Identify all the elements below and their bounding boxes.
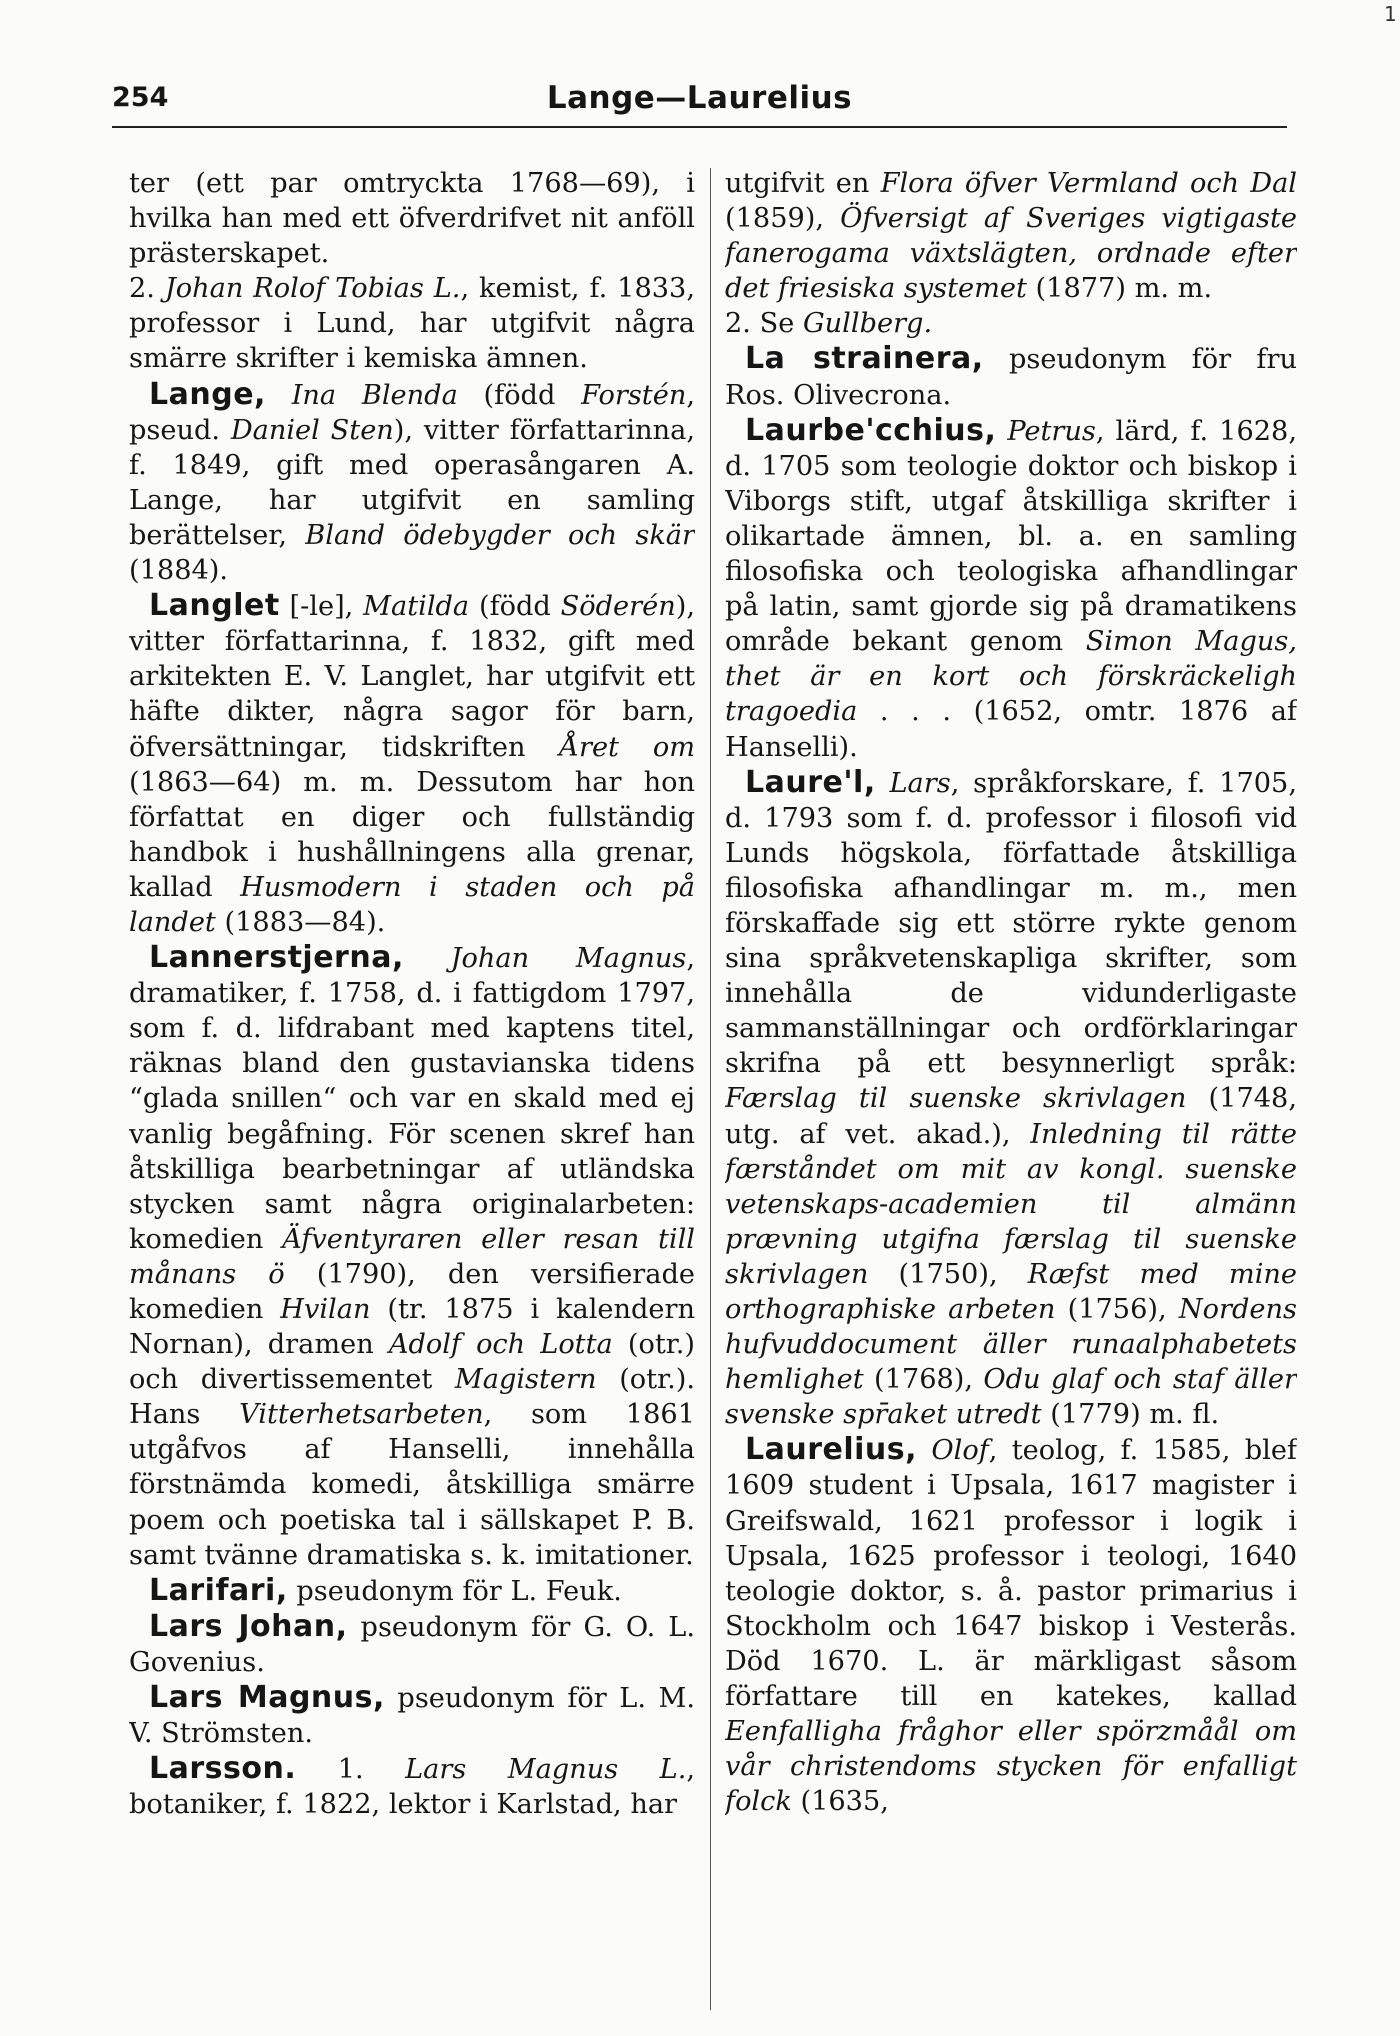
italic-text: Olof: [931, 1435, 989, 1467]
entry-text: [996, 416, 1007, 447]
entry-headword: Lannerstjerna,: [149, 940, 404, 976]
dictionary-entry: [725, 765, 1297, 1433]
entry-text: (1790), den versifierade komedien: [129, 1258, 695, 1325]
entry-text: [876, 768, 890, 799]
entry-text: (otr.) och divertissementet: [129, 1329, 695, 1396]
entry-headword: Laurelius,: [745, 1432, 918, 1468]
entry-text: (1768),: [863, 1364, 984, 1396]
entry-text: , lärd, f. 1628, d. 1705 som teologie doktor och biskop i Viborgs stift, utgaf åtskilliga skrifter i olikartade ämnen, bl. a. en samling filosofiska och teologiska afhandlingar på latin, samt gjorde sig på dramatikens område bekant genom: [725, 415, 1297, 658]
italic-text: Eenfalligha fråghor eller spörzmåål om vår christendoms stycken för enfalligt folck: [725, 1716, 1297, 1818]
entry-text: , kemist, f. 1833, professor i Lund, har utgifvit några smärre skrifter i kemiska ämnen.: [129, 273, 695, 375]
dictionary-entry: [725, 341, 1297, 412]
entry-headword: Langlet: [149, 588, 280, 624]
entry-text: (tr. 1875 i kalendern Nornan), dramen: [129, 1294, 695, 1361]
italic-text: Ina Blenda: [291, 379, 458, 411]
entry-text: (1756),: [1055, 1294, 1179, 1325]
italic-text: Johan Rolof Tobias L.: [164, 273, 461, 305]
right-column: [725, 166, 1297, 2006]
entry-headword: Lars Johan,: [149, 1608, 348, 1644]
italic-text: Bland ödebygder och skär: [305, 519, 695, 551]
entry-headword: Laure'l,: [745, 764, 876, 800]
entry-text: (otr.). Hans: [129, 1364, 695, 1431]
dictionary-entry: [129, 1609, 695, 1680]
dictionary-entry: [725, 413, 1297, 765]
entry-text: pseudonym för fru Ros. Olivecrona.: [725, 344, 1297, 411]
entry-text: ter (ett par omtryckta 1768—69), i hvilka han med ett öfverdrifvet nit anföll prästerskapet.: [129, 168, 695, 270]
entry-text: (1883—84).: [215, 906, 386, 938]
entry-text: , som 1861 utgåfvos af Hanselli, innehålla förstnämda komedi, åtskilliga smärre poem och poetiska tal i sällskapet P. B. samt tvänne dramatiska s. k. imitationer.: [129, 1399, 695, 1571]
entry-headword: Lars Magnus,: [149, 1680, 385, 1716]
italic-text: Söderén: [560, 591, 676, 623]
entry-text: , språkforskare, f. 1705, d. 1793 som f. d. professor i filosofi vid Lunds högskola, författade åtskilliga filosofiska afhandlingar m. m., men förskaffade sig ett större rykte genom sina språkvetenskapliga skrifter, som innehålla de vidunderligaste sammanställningar och ordförklaringar skrifna på ett besynnerligt språk:: [725, 767, 1297, 1080]
dictionary-entry: [725, 306, 1297, 341]
entry-text: (1779) m. fl.: [1041, 1399, 1220, 1431]
dictionary-entry: [129, 588, 695, 940]
italic-text: Adolf och Lotta: [388, 1329, 613, 1361]
page-header: [112, 78, 1287, 128]
italic-text: Lars Magnus L.: [405, 1754, 687, 1786]
entry-text: (1884).: [129, 555, 229, 587]
entry-text: (född: [457, 379, 582, 411]
page-number: 254: [112, 82, 169, 113]
italic-text: Vitterhetsarbeten: [239, 1399, 484, 1431]
entry-text: 1.: [296, 1754, 406, 1786]
entry-text: [-le],: [279, 591, 364, 623]
entry-headword: Laurbe'cchius,: [745, 412, 997, 448]
italic-text: Daniel Sten: [230, 414, 394, 446]
italic-text: Johan Magnus: [450, 943, 687, 975]
entry-text: 2. Se: [725, 308, 803, 340]
italic-text: Nordens hufvuddocument äller runaalphabetets hemlighet: [725, 1294, 1297, 1396]
dictionary-entry: [725, 1432, 1297, 1819]
entry-text: (1635,: [791, 1786, 889, 1818]
entry-text: utgifvit en: [725, 168, 881, 199]
dictionary-entry: [129, 377, 695, 589]
entry-text: (född: [469, 591, 561, 623]
column-divider: [710, 168, 711, 2010]
entry-text: , botaniker, f. 1822, lektor i Karlstad, har: [129, 1754, 695, 1821]
italic-text: Öfversigt af Sveriges vigtigaste fanerogama växtslägten, ordnade efter det friesiska systemet: [725, 203, 1297, 305]
dictionary-entry: [129, 1751, 695, 1822]
italic-text: Lars: [889, 767, 951, 799]
italic-text: Året om: [559, 731, 695, 763]
entry-headword: Lange,: [149, 376, 266, 412]
left-column: [129, 166, 695, 2006]
entry-headword: Larifari,: [149, 1572, 288, 1608]
italic-text: Magistern: [454, 1364, 597, 1396]
entry-text: , dramatiker, f. 1758, d. i fattigdom 1797, som f. d. lifdrabant med kaptens titel, räknas bland den gustavianska tidens “glada snillen“ och var en skald med ej vanlig begåfning. För scenen skref han åtskilliga bearbetningar af utländska stycken samt några originalarbeten: komedien: [129, 943, 695, 1255]
entry-text: [404, 943, 451, 974]
entry-headword: La strainera,: [745, 341, 984, 377]
entry-text: [917, 1435, 931, 1466]
entry-text: (1877) m. m.: [1026, 273, 1213, 305]
running-head: Lange—Laurelius: [546, 80, 853, 116]
italic-text: Husmodern i staden och på landet: [129, 871, 695, 938]
entry-text: (1748, utg. af vet. akad.),: [725, 1083, 1297, 1150]
dictionary-entry: [129, 1680, 695, 1751]
italic-text: Simon Magus, thet är en kort och förskräckeligh tragoedia: [725, 626, 1297, 728]
entry-text: , teolog, f. 1585, blef 1609 student i Upsala, 1617 magister i Greifswald, 1621 professor i logik i Upsala, 1625 professor i teologi, 1640 teologie doktor, s. å. pastor primarius i Stockholm och 1647 biskop i Vesterås. Död 1670. L. är märkligast såsom författare till en katekes, kallad: [725, 1435, 1297, 1713]
dictionary-entry: [129, 271, 695, 376]
italic-text: Inledning til rätte færståndet om mit av kongl. suenske vetenskaps-academien til almänn prævning utgifna færslag til suenske skrivlagen: [725, 1118, 1297, 1290]
entry-text: pseudonym för L. M. V. Strömsten.: [129, 1683, 695, 1750]
entry-text: ), vitter författarinna, f. 1849, gift med operasångaren A. Lange, har utgifvit en samling berättelser,: [129, 414, 695, 551]
entry-text: ), vitter författarinna, f. 1832, gift med arkitekten E. V. Langlet, har utgifvit ett häfte dikter, några sagor för barn, öfversättningar, tidskriften: [129, 591, 695, 763]
corner-mark: 1: [1384, 2, 1397, 26]
entry-text: pseudonym för L. Feuk.: [287, 1575, 622, 1607]
dictionary-entry: [725, 166, 1297, 306]
dictionary-entry: [129, 940, 695, 1573]
entry-text: . . . (1652, omtr. 1876 af Hanselli).: [725, 696, 1297, 763]
entry-text: , pseud.: [129, 379, 695, 446]
entry-headword: Larsson.: [149, 1751, 297, 1787]
entry-text: (1859),: [725, 203, 841, 235]
italic-text: Äfventyraren eller resan till månans ö: [129, 1223, 695, 1290]
italic-text: Matilda: [363, 591, 470, 623]
entry-text: (1863—64) m. m. Dessutom har hon författat en diger och fullständig handbok i hushållningens alla grenar, kallad: [129, 766, 695, 903]
italic-text: Ræfst med mine orthographiske arbeten: [725, 1258, 1297, 1325]
italic-text: Hvilan: [280, 1294, 371, 1325]
italic-text: Færslag til suenske skrivlagen: [725, 1083, 1187, 1115]
italic-text: Odu glaf och staf äller svenske spr̄aket utredt: [725, 1364, 1297, 1431]
entry-text: 2.: [129, 273, 165, 305]
entry-text: [266, 380, 292, 411]
dictionary-entry: [129, 1573, 695, 1609]
italic-text: Flora öfver Vermland och Dal: [880, 168, 1297, 199]
dictionary-entry: [129, 166, 695, 271]
italic-text: Forstén: [581, 379, 687, 411]
entry-text: pseudonym för G. O. L. Govenius.: [129, 1611, 695, 1678]
entry-text: (1750),: [868, 1258, 1028, 1290]
italic-text: Petrus: [1007, 415, 1096, 447]
italic-text: Gullberg.: [802, 308, 933, 340]
